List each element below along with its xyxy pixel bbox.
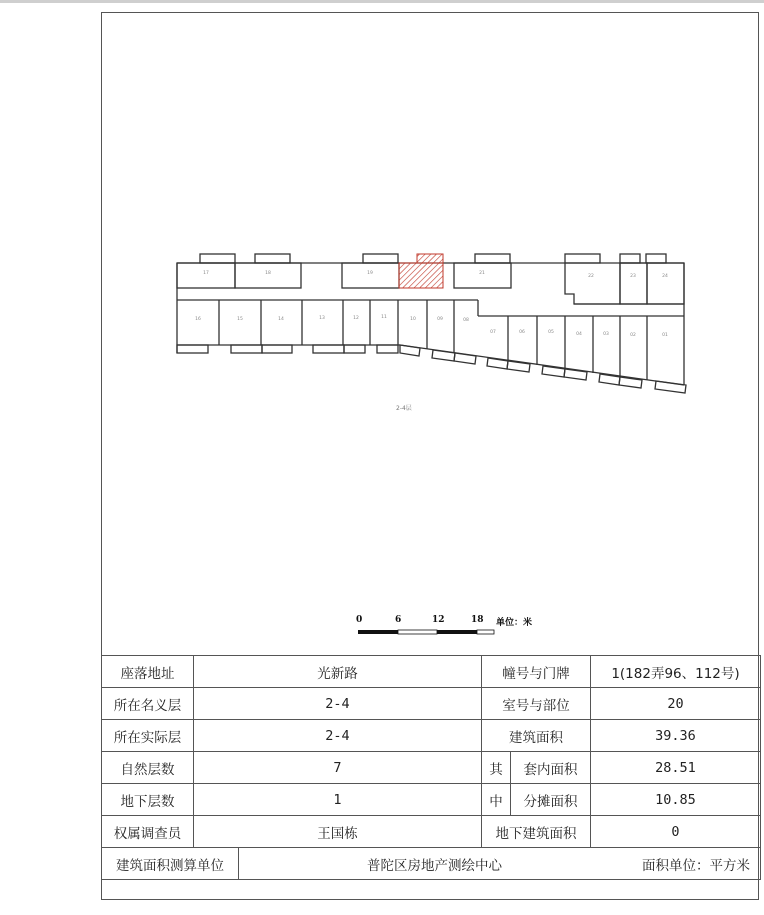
- calc-unit-cell: [239, 848, 761, 880]
- svg-text:08: 08: [463, 318, 469, 323]
- svg-text:16: 16: [195, 317, 201, 322]
- nominal-floor-value: 2-4: [194, 688, 482, 720]
- svg-text:04: 04: [576, 332, 582, 337]
- svg-text:23: 23: [630, 274, 636, 279]
- natural-floors-value: 7: [194, 752, 482, 784]
- scale-tick-0: 0: [356, 615, 363, 625]
- svg-text:01: 01: [662, 333, 668, 338]
- svg-text:17: 17: [203, 271, 209, 276]
- location-label: 座落地址: [102, 656, 194, 688]
- scale-tick-12: 12: [432, 615, 445, 625]
- floor-label: 2-4层: [396, 405, 412, 412]
- actual-floor-label: 所在实际层: [102, 720, 194, 752]
- svg-text:05: 05: [548, 330, 554, 335]
- surveyor-value: 王国栋: [194, 816, 482, 848]
- area-unit: 面积单位：平方米: [642, 857, 750, 874]
- actual-floor-value: 2-4: [194, 720, 482, 752]
- svg-text:15: 15: [237, 317, 243, 322]
- calc-unit-value: 普陀区房地产测绘中心: [367, 857, 502, 874]
- room-label: 室号与部位: [482, 688, 591, 720]
- svg-text:09: 09: [437, 317, 443, 322]
- shared-area-value: 10.85: [591, 784, 761, 816]
- svg-text:12: 12: [353, 316, 359, 321]
- calc-unit-label: 建筑面积测算单位: [102, 848, 239, 880]
- shared-area-label: 分摊面积: [511, 784, 591, 816]
- svg-text:24: 24: [662, 274, 668, 279]
- underground-area-value: 0: [591, 816, 761, 848]
- svg-text:19: 19: [367, 271, 373, 276]
- underground-floors-label: 地下层数: [102, 784, 194, 816]
- scale-tick-6: 6: [395, 615, 402, 625]
- building-label: 幢号与门牌: [482, 656, 591, 688]
- surveyor-label: 权属调查员: [102, 816, 194, 848]
- property-info-table: [101, 655, 761, 880]
- inner-area-value: 28.51: [591, 752, 761, 784]
- building-value: 1(182弄96、112号): [591, 656, 761, 688]
- of-which-label-1: 其: [482, 752, 511, 784]
- svg-text:06: 06: [519, 330, 525, 335]
- gross-area-value: 39.36: [591, 720, 761, 752]
- room-value: 20: [591, 688, 761, 720]
- underground-area-label: 地下建筑面积: [482, 816, 591, 848]
- svg-text:07: 07: [490, 330, 496, 335]
- of-which-label-2: 中: [482, 784, 511, 816]
- scale-unit: 单位：米: [496, 618, 533, 628]
- inner-area-label: 套内面积: [511, 752, 591, 784]
- underground-floors-value: 1: [194, 784, 482, 816]
- svg-text:13: 13: [319, 316, 325, 321]
- nominal-floor-label: 所在名义层: [102, 688, 194, 720]
- svg-text:21: 21: [479, 271, 485, 276]
- svg-text:18: 18: [265, 271, 271, 276]
- svg-text:10: 10: [410, 317, 416, 322]
- gross-area-label: 建筑面积: [482, 720, 591, 752]
- svg-text:22: 22: [588, 274, 594, 279]
- scale-tick-18: 18: [471, 615, 484, 625]
- svg-text:03: 03: [603, 332, 609, 337]
- location-value: 光新路: [194, 656, 482, 688]
- natural-floors-label: 自然层数: [102, 752, 194, 784]
- svg-text:02: 02: [630, 333, 636, 338]
- svg-text:11: 11: [381, 315, 387, 320]
- svg-text:14: 14: [278, 317, 284, 322]
